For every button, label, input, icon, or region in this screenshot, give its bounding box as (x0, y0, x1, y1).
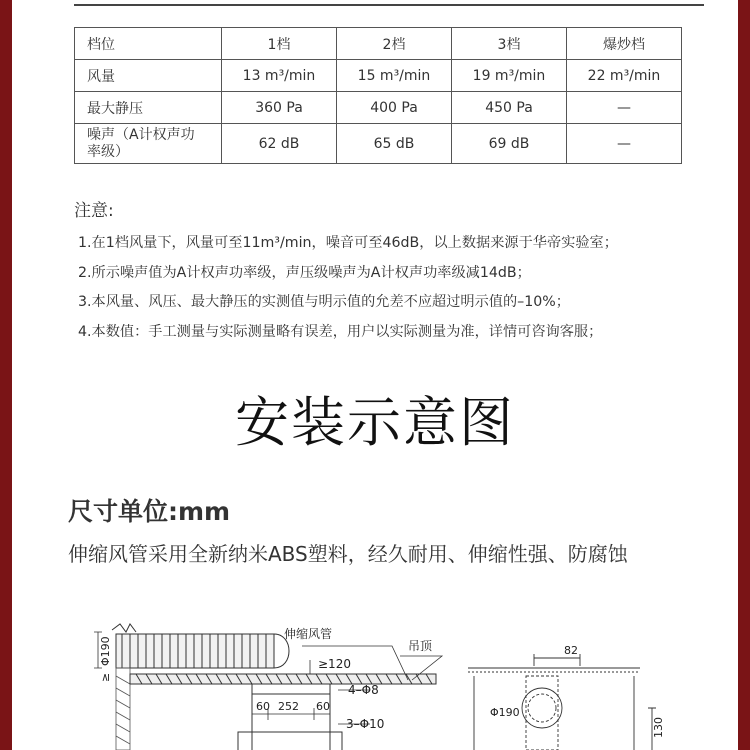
table-cell: 65 dB (337, 124, 452, 164)
dim-60a: 60 (256, 700, 270, 713)
row-label-line: 噪声（A计权声功 (87, 126, 195, 143)
table-row (75, 124, 682, 164)
notes-title: 注意: (74, 201, 114, 221)
dim-geq-left: ≥ (99, 672, 112, 682)
dim-82: 82 (564, 644, 578, 657)
dim-phi190-left: Φ190 (99, 636, 112, 666)
note-item: 4.本数值：手工测量与实际测量略有误差，用户以实际测量为准，详情可咨询客服； (78, 323, 603, 340)
table-header-cell: 2档 (337, 28, 452, 60)
wall-hatch (116, 668, 130, 750)
table-row (75, 92, 682, 124)
install-title: 安装示意图 (235, 391, 515, 454)
table-row (75, 60, 682, 92)
flex-duct-shape (112, 624, 289, 668)
table-cell: 360 Pa (222, 92, 337, 124)
table-cell: 15 m³/min (337, 60, 452, 92)
dim-phi190-right: Φ190 (490, 706, 520, 719)
ceiling-label: 吊顶 (408, 639, 433, 653)
row-label (75, 124, 222, 164)
table-cell: 400 Pa (337, 92, 452, 124)
notes-list (78, 232, 618, 350)
table-cell: 69 dB (452, 124, 567, 164)
table-header-cell: 1档 (222, 28, 337, 60)
row-label: 风量 (75, 60, 222, 92)
spec-table (74, 27, 682, 164)
ceiling-board (130, 674, 436, 684)
dim-252: 252 (278, 700, 299, 713)
duct-description: 伸缩风管采用全新纳米ABS塑料，经久耐用、伸缩性强、防腐蚀 (68, 542, 628, 566)
table-header-cell: 3档 (452, 28, 567, 60)
hood-outline (238, 684, 342, 750)
table-cell: 19 m³/min (452, 60, 567, 92)
table-header-row (75, 28, 682, 60)
dim-geq120: ≥120 (318, 657, 351, 671)
table-cell: — (567, 92, 682, 124)
unit-label: 尺寸单位:mm (68, 497, 231, 526)
bolt-8-label: 4–Φ8 (348, 683, 379, 697)
table-cell: — (567, 124, 682, 164)
row-label-line: 率级） (87, 143, 129, 160)
top-plan-shape (468, 654, 656, 750)
table-cell: 62 dB (222, 124, 337, 164)
installation-drawing (12, 610, 738, 750)
table-cell: 450 Pa (452, 92, 567, 124)
table-header-cell: 爆炒档 (567, 28, 682, 60)
note-item: 2.所示噪声值为A计权声功率级，声压级噪声为A计权声功率级减14dB； (78, 264, 531, 281)
dim-130: 130 (652, 717, 665, 738)
flex-duct-label: 伸缩风管 (284, 627, 333, 641)
bolt-10-label: 3–Φ10 (346, 717, 385, 731)
note-item: 3.本风量、风压、最大静压的实测值与明示值的允差不应超过明示值的–10%； (78, 294, 570, 310)
row-label: 最大静压 (75, 92, 222, 124)
top-divider (74, 4, 704, 6)
table-cell: 22 m³/min (567, 60, 682, 92)
table-header-cell: 档位 (75, 28, 222, 60)
page (12, 0, 738, 750)
note-item: 1.在1档风量下，风量可至11m³/min，噪音可至46dB，以上数据来源于华帝实验室； (78, 235, 618, 251)
dim-60b: 60 (316, 700, 330, 713)
table-cell: 13 m³/min (222, 60, 337, 92)
